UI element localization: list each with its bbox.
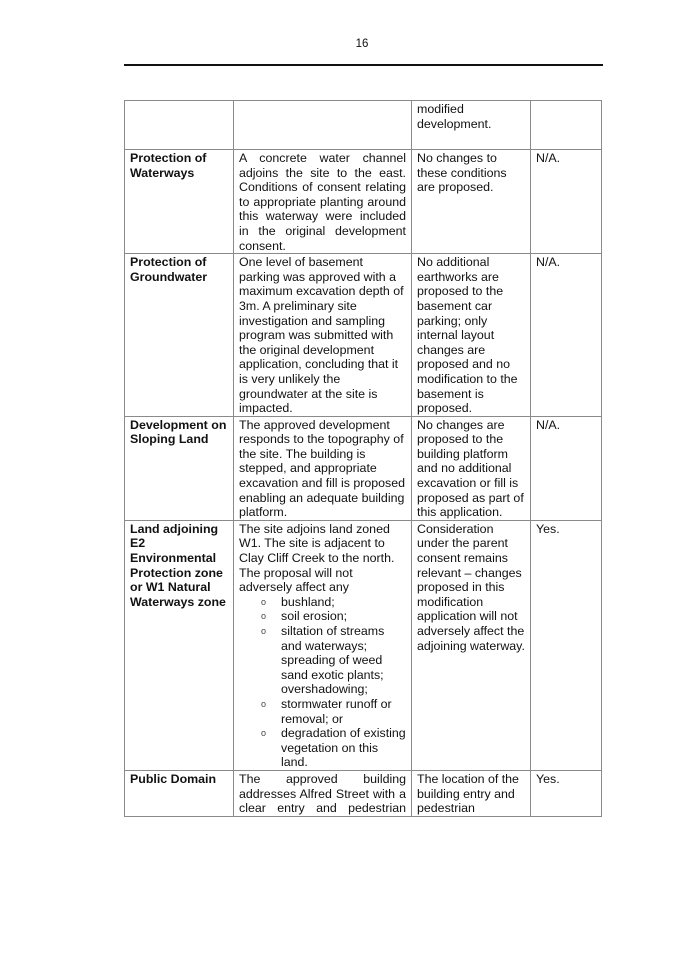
complies-cell: N/A.: [531, 150, 602, 254]
hollow-bullet-icon: o: [261, 596, 267, 607]
list-item: o siltation of streams and waterways; spreading of weed sand exotic plants; overshadowing;: [261, 624, 385, 697]
hollow-bullet-icon: o: [261, 698, 267, 709]
response-cell: No changes are proposed to the building platform and no additional excavation or fill is proposed as part of this application.: [412, 416, 531, 520]
topic-cell: [125, 101, 234, 150]
description-text: The site adjoins land zoned W1. The site is adjacent to Clay Cliff Creek to the north. The proposal will not adversely affect any: [239, 521, 395, 595]
hollow-bullet-icon: o: [261, 626, 267, 636]
complies-cell: N/A.: [531, 416, 602, 520]
description-cell: One level of basement parking was approved with a maximum excavation depth of 3m. A preliminary site investigation and sampling program was submitted with the original development application, concluding that it is very unlikely the groundwater at the site is impacted.: [234, 254, 412, 417]
topic-cell: Development on Sloping Land: [125, 416, 234, 520]
response-cell: The location of the building entry and pedestrian: [412, 770, 531, 816]
description-cell: [234, 101, 412, 150]
complies-cell: [531, 101, 602, 150]
response-cell: No additional earthworks are proposed to the basement car parking; only internal layout changes are proposed and no modification to the basement is proposed.: [412, 254, 531, 417]
hollow-bullet-icon: o: [261, 728, 267, 739]
table-row: [125, 101, 602, 150]
response-cell: Consideration under the parent consent remains relevant – changes proposed in this modification application will not adversely affect the adjoining waterway.: [412, 520, 531, 770]
topic-cell: Land adjoining E2 Environmental Protection zone or W1 Natural Waterways zone: [125, 520, 234, 770]
complies-cell: Yes.: [531, 770, 602, 816]
list-item: o stormwater runoff or removal; or: [261, 696, 392, 726]
description-cell: [234, 520, 412, 770]
list-item: o bushland;: [261, 594, 335, 609]
table-row: [125, 254, 602, 417]
description-cell: The approved development responds to the topography of the site. The building is stepped, and appropriate excavation and fill is proposed enabling an adequate building platform.: [234, 416, 412, 520]
table-row: [125, 520, 602, 770]
description-cell: The approved building addresses Alfred Street with a clear entry and pedestrian: [234, 770, 412, 816]
list-item: o degradation of existing vegetation on this land.: [261, 726, 406, 770]
topic-cell: Protection of Waterways: [125, 150, 234, 254]
table-row: [125, 416, 602, 520]
description-cell: A concrete water channel adjoins the site to the east. Conditions of consent relating to appropriate planting around this waterway were included in the original development consent.: [234, 150, 412, 254]
topic-cell: Protection of Groundwater: [125, 254, 234, 417]
compliance-table: [124, 100, 602, 817]
response-cell: No changes to these conditions are proposed.: [412, 150, 531, 254]
impact-list: [239, 595, 406, 770]
complies-cell: Yes.: [531, 520, 602, 770]
page-number: 16: [355, 38, 369, 50]
list-item: o soil erosion;: [261, 609, 348, 624]
header-rule: [124, 64, 603, 66]
table-row: [125, 150, 602, 254]
complies-cell: N/A.: [531, 254, 602, 417]
table-row: [125, 770, 602, 816]
response-cell: modified development.: [412, 101, 531, 150]
hollow-bullet-icon: o: [261, 611, 267, 622]
topic-cell: Public Domain: [125, 770, 234, 816]
